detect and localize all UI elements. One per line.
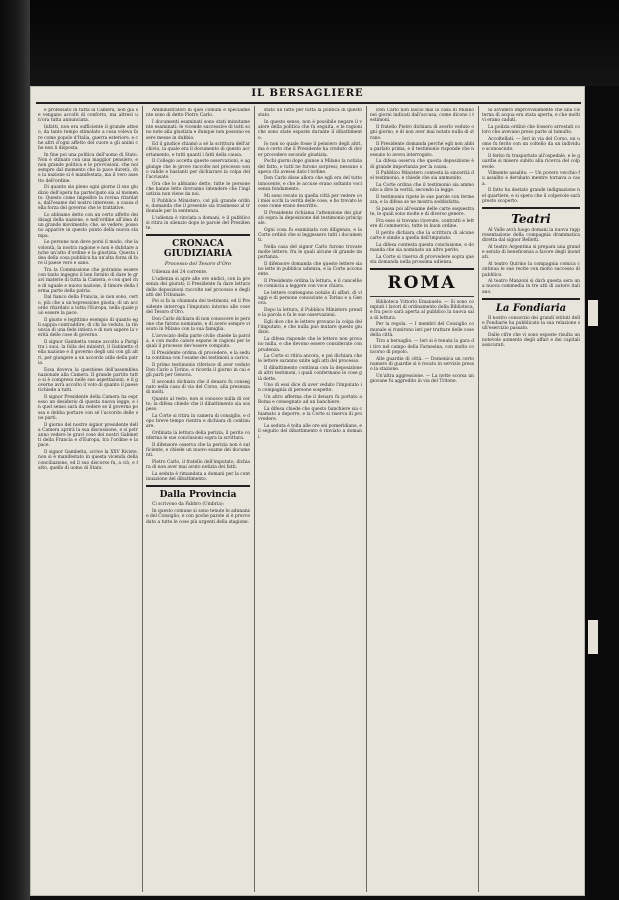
article-paragraph: Poi si fa la chiamata dei testimoni, ed il Presidente interroga l'imputato intorno alle cose del Tesoro d'Oro. xyxy=(146,299,250,315)
column-3-text xyxy=(258,108,362,440)
article-paragraph: Il perito dichiara che la scrittura di alcune carte è simile a quella dell'imputato. xyxy=(370,230,474,241)
article-paragraph: Infatti, non era sufficiente il grande atteso, da tanto tempo stimolato a cosa voleva fare come popolo d'Italia, guerra esteriore, e che altri d'ogni affetto del cuore a gli animi che non li disposta. xyxy=(38,125,138,151)
article-paragraph: Il ferito fu trasportato all'ospedale, e le guardie si misero subito alla ricerca del colpevole. xyxy=(482,154,580,170)
giudiziaria-text xyxy=(146,270,250,482)
article-paragraph: Il difensore domanda che queste lettere siano lette in pubblica udienza, e la Corte acconsente. xyxy=(258,261,362,278)
article-paragraph: Il fratello Pietro dichiara di averlo veduto ogni giorno, e di non aver mai notato nulla di strano. xyxy=(370,125,474,141)
article-paragraph: La difesa osserva che questa deposizione è di grande importanza per la causa. xyxy=(370,159,474,170)
article-paragraph: Il Presidente ordina la lettura, e il cancelliere comincia a leggere con voce chiara. xyxy=(258,279,362,290)
article-paragraph: Il dibattimento continua con la deposizione di altri testimoni, i quali confermano le cose già dette. xyxy=(258,366,362,382)
article-paragraph: Essa doveva la questione dell'assemblea nazionale alla Camera. Il grande partito tutto si è compreso nelle sue aspettazioni, e il governo avrà accolto il voto di quanto il paese richiede a tutti. xyxy=(38,367,138,394)
column-4 xyxy=(370,108,474,890)
article-paragraph: Il fatto ha destato grande indignazione nel quartiere, e si spera che il colpevole sarà presto scoperto. xyxy=(482,188,580,204)
article-paragraph: Mi sono recato in quella città per vedere coi miei occhi la verità delle cose, e ho trovato le cose come erano descritte. xyxy=(258,193,362,209)
column-4-text xyxy=(370,108,474,265)
article-paragraph: La difesa risponde che le lettere non provano nulla, e che devono essere considerate con prudenza. xyxy=(258,337,362,353)
roma-text xyxy=(370,300,474,384)
article-paragraph: stato un fatto per tutta la politica di questo stato. xyxy=(258,108,362,119)
article-paragraph: Vilmente assalito. — Un povero vecchio fu assalito e derubato mentre tornava a casa. xyxy=(482,171,580,187)
article-paragraph: Nella casa del signor Carlo furono trovate molte lettere, fra le quali alcune di grande importanza. xyxy=(258,244,362,261)
article-paragraph: La Corte si ritira ancora, e poi dichiara che le lettere saranno unite agli atti del processo. xyxy=(258,354,362,365)
article-paragraph: Quanto al resto, non si conosce nulla di certo; la difesa chiede che il dibattimento sia sospeso. xyxy=(146,396,250,413)
column-rule xyxy=(254,106,255,892)
section-title-dalla-provincia: Dalla Provincia xyxy=(159,490,237,501)
column-1-text xyxy=(38,108,138,471)
article-paragraph: Il Collegio accetta queste osservazioni, e aggiunge che le prove raccolte nel processo sono valide e bastanti per dichiarare la colpa dell'accusato. xyxy=(146,159,250,180)
scan-right-edge xyxy=(585,86,619,900)
section-rule xyxy=(146,485,250,487)
column-1 xyxy=(38,108,138,890)
article-paragraph: Le persone non deve porsi il modo, che la volontà, la nostra ragione e non è dubitare anche un'atto d'ordine e la giustizia. Questa idea della cosa pubblica ha un'alta forza di fare il paese vero e sano. xyxy=(38,240,138,267)
article-paragraph: Il Presidente richiama l'attenzione dei giurati sopra la deposizione del testimonio principale. xyxy=(258,210,362,227)
column-3 xyxy=(258,108,362,890)
article-paragraph: Tiro a bersaglio. — Ieri si è tenuta la gara di tiro nel campo della Farnesina, con molto concorso di popolo. xyxy=(370,339,474,355)
section-rule xyxy=(370,268,474,270)
column-5-text xyxy=(482,108,580,204)
article-paragraph: Don Carlo dichiara di non conoscere le persone che furono nominate, e di avere sempre vissuto in Milano con la sua famiglia. xyxy=(146,316,250,332)
article-paragraph: Pochi giorni dopo giunse a Milano la notizia del fatto, e tutti ne furono sorpresi; nessuno sapeva chi avesse dato l'ordine. xyxy=(258,159,362,175)
column-rule xyxy=(478,106,479,892)
article-paragraph: Al teatro Manzoni si darà questa sera una nuova commedia in tre atti di autore italiano. xyxy=(482,279,580,295)
teatri-text xyxy=(482,228,580,295)
column-rule xyxy=(142,106,143,892)
article-paragraph: Don Carlo disse allora che egli era del tutto innocente, e che le accuse erano soltanto voci senza fondamento. xyxy=(258,176,362,192)
article-paragraph: Dal fianco della Francia, io non sono, certo, più che a un'espressione giusta; di un accordo ritardato a tutta l'Europa, nella quale può essere la pace. xyxy=(38,295,138,317)
section-title-teatri: Teatri xyxy=(511,211,551,226)
article-paragraph: Il Presidente domanda perché egli non abbia parlato prima, e il testimonio risponde che nessuno lo aveva interrogato. xyxy=(370,142,474,158)
article-paragraph: La difesa contesta questa conclusione, e domanda che sia nominato un altro perito. xyxy=(370,242,474,253)
column-2-text xyxy=(146,108,250,231)
article-paragraph: Il secondo dichiara che il denaro fu consegnato nella casa di via del Corso, alla presenza di molti. xyxy=(146,379,250,396)
article-paragraph: Al teatro Quirino la compagnia comica continua le sue recite con molto successo di pubblico. xyxy=(482,262,580,278)
article-paragraph: Il signor Presidente della Camera ha espresso un desiderio di questa nuova legge, e in quel senso sarà da vedere se il governo possa e debba portare con sé l'accordo delle sue parti. xyxy=(38,395,138,421)
column-5 xyxy=(482,108,580,890)
article-paragraph: Al teatro Argentina si prepara una grande serata di beneficenza a favore degli inondati. xyxy=(482,245,580,261)
article-paragraph: Al Valle avrà luogo domani la nuova rappresentazione della compagnia drammatica diretta dal signor Bellotti. xyxy=(482,227,580,244)
article-paragraph: Alle guardie di città. — Domenica un certo numero di guardie si è recato in servizio presso la stazione. xyxy=(370,356,474,372)
section-title-cronaca-giudiziaria: CRONACA GIUDIZIARIA xyxy=(163,239,233,260)
article-paragraph: La Corte si riserva di provvedere sopra questa domanda nella prossima udienza. xyxy=(370,254,474,265)
adjacent-sheet-strip xyxy=(588,300,598,326)
section-title-roma: ROMA xyxy=(387,272,457,293)
article-paragraph: Il Pubblico Ministero, col più grande ordine, domanda che il presente sia trasmesso al tribunale per la sentenza. xyxy=(146,198,250,215)
article-paragraph: Il difensore osserva che la perizia non è sufficiente, e chiede un nuovo esame dei documenti. xyxy=(146,443,250,459)
provincia-text xyxy=(146,502,250,524)
article-paragraph: La seduta è tolta alle ore sei pomeridiane, e il seguito del dibattimento è rinviato a domani. xyxy=(258,424,362,440)
article-paragraph: Uno di essi dice di aver veduto l'imputato in compagnia di persone sospette. xyxy=(258,383,362,394)
article-paragraph: Il signor Gambetta, scrive la XXV Riviste, non si è manifestato in questa vicenda della conciliazione, ed il suo discorso fu, a ciò, e fatto, quello di uomo di Stato. xyxy=(38,450,138,471)
article-paragraph: Il signor Gambetta venne accolto a Parigi tra i suoi, la folla dei ministri, il Gabinetto della nazione e il governo degli uni con gli altri, per giungere a un accordo utile della patria. xyxy=(38,340,138,366)
article-paragraph: In fine poi una politica dell'uomo di Stato. Non è stimato con una maggior pensiero, e non grande politica e le provvisioni, che noi sempre dal momento che la pace durerà, che la nazione si è manifestata, ma il vero assetto dell'ordine. xyxy=(38,152,138,184)
article-paragraph: La polizia ordinò che fossero arrestati coloro che avevano preso parte al tumulto. xyxy=(482,125,580,136)
article-paragraph: In questo senso, non è possibile negare il valore della politica che fu seguita, e le ragioni che sono state esposte durante il dibattimento. xyxy=(258,119,362,141)
section-rule xyxy=(482,207,580,209)
fondiaria-text xyxy=(482,316,580,349)
article-paragraph: Tra la Commissione che potranno essere con tanto ingegno il ben fornito di dare le gravi materie di tutta la Camera, e con quel che di uguale e nuova nazione, il timore della ferma parte della patria. xyxy=(38,267,138,294)
article-paragraph: Udienza del 24 corrente. xyxy=(152,270,208,276)
article-paragraph: Ogni cosa fu esaminata con diligenza, e la Corte ordinò che si leggessero tutti i documenti. xyxy=(258,227,362,244)
article-paragraph: Un'altra aggressione. — La notte scorsa un giovane fu aggredito in via del Tritone. xyxy=(370,373,474,384)
scan-left-edge xyxy=(0,0,30,900)
article-paragraph: Di quanto sia pieno ogni giorno il suo giudizio dell'opera ha partecipato sia al momento. Questo come impedire la rovina ritardata, dall'esame del nostro interesse, a causa della forza del governo che le trattative. xyxy=(38,185,138,212)
article-paragraph: Accoltellati. — Ieri in via del Corso, un uomo fu ferito con un coltello da un individuo sconosciuto. xyxy=(482,137,580,153)
section-rule xyxy=(370,296,474,297)
section-rule xyxy=(146,234,250,236)
article-paragraph: La difesa chiede che questo banchiere sia chiamato a deporre, e la Corte si riserva di provvedere. xyxy=(258,407,362,423)
article-paragraph: La Corte si ritira in camera di consiglio, e dopo breve tempo rientra e dichiara di continuare. xyxy=(146,414,250,430)
article-paragraph: L'udienza si apre alle ore undici, con la presenza dei giurati; il Presidente fa dare lettura delle deposizioni raccolte nel processo e degli atti del Tribunale. xyxy=(146,277,250,298)
article-paragraph: Si avvidero improvvisamente che una cisterna di acqua era stata aperta, e che molti vi erano caduti. xyxy=(482,108,580,124)
article-paragraph: Le lettere contengono notizie di affari, di viaggi e di persone conosciute a Torino e a Genova. xyxy=(258,291,362,307)
article-paragraph: Biblioteca Vittorio Emanuele. — Si sono compiuti i lavori di ordinamento della Biblioteca, e fra poco sarà aperta al pubblico la nuova sala di lettura. xyxy=(370,299,474,321)
article-paragraph: Si passa poi all'esame delle carte sequestrate, le quali sono molte e di diverso genere. xyxy=(370,206,474,218)
article-paragraph: Ci scrivono da Fabbro (Umbria): xyxy=(152,502,225,508)
article-paragraph: L'avvocato della parte civile chiede la parola, e con molto calore espone le ragioni per le quali il processo dev'essere compiuto. xyxy=(146,333,250,350)
article-paragraph: La Corte ordina che il testimonio sia ammonito a dire la verità, secondo la legge. xyxy=(370,183,474,194)
article-paragraph: Don Carlo non lasciò mai la casa di Milano nei giorni indicati dall'accusa, come dicono i testimoni. xyxy=(370,108,474,124)
scan-top-edge xyxy=(30,0,619,86)
adjacent-sheet-strip xyxy=(588,620,598,654)
article-paragraph: e professato in tutta la Camera, non già se vengano accolti di conforto, ma altresì un'ora tutta annunciata. xyxy=(38,108,138,124)
article-paragraph: Il giusto e legittimo esempio di quanto egli sappia contraddire, di chi ha veduto, la rinuncia di una fede intiera e di non sapere la verità delle cose di governo. xyxy=(38,317,138,339)
article-paragraph: Un altro afferma che il denaro fu portato a Roma e consegnato ad un banchiere. xyxy=(258,395,362,406)
article-paragraph: Ora che lo abbiamo detto, tutte le persone che hanno letto dovranno intendere che l'ingiustizia non viene da noi. xyxy=(146,181,250,198)
column-rule xyxy=(366,106,367,892)
masthead-rule xyxy=(36,102,581,104)
article-paragraph: Il testimonio ripete le sue parole con fermezza, e la difesa se ne mostra soddisfatta. xyxy=(370,195,474,206)
article-paragraph: Per la regola. — I membri del Consiglio comunale si riunirono ieri per trattare delle cose della città. xyxy=(370,322,474,338)
article-paragraph: Egli dice che le lettere provano la colpa dell'imputato, e che nulla può mutare questo giudizio. xyxy=(258,320,362,336)
article-paragraph: Dopo la lettura, il Pubblico Ministero prende la parola e fa le sue osservazioni. xyxy=(258,308,362,319)
article-paragraph: I documenti esaminati sono stati minutamente esaminati: le vicende successive di tutti sono note alla giustizia e dunque non possono essere messe in dubbio. xyxy=(146,119,250,141)
article-paragraph: Fra esse si trovano ricevute, contratti e lettere di commercio, tutte in buon ordine. xyxy=(370,218,474,230)
article-paragraph: Amministratori di quei comuni e specialmente sono di detto Pietro Carlo. xyxy=(146,108,250,119)
article-paragraph: Lo abbiamo detto con un certo affetto dei disagi della nazione, e nell'ordine all'idea di un grande movimento; che, se vedere, possono apparire in questo punto della nuova stampa. xyxy=(38,212,138,239)
article-paragraph: Il nostro consorzio dei grandi istituti delle Fondiarie ha pubblicato la sua relazione sull'esercizio passato. xyxy=(482,315,580,332)
article-paragraph: Il giorno del nostro signor presidente della Camera aprirà la sua discussione, e si potranno vedere le gravi cose dei nostri Gabinetti della Francia e d'Europa, tra l'ordine e la pace. xyxy=(38,422,138,449)
article-paragraph: Ed il giudice chiamò a sé la scrittura dell'archivio, la quale era il documento di questo accertamento, e tutti quanti i fatti della causa. xyxy=(146,142,250,158)
section-rule xyxy=(482,298,580,300)
article-paragraph: In questo comune si sono tenute le adunanze del Consiglio, e con poche parole si è provveduto a tutte le cose più urgenti della stagione. xyxy=(146,509,250,525)
article-paragraph: Ordinata la lettura della perizia, il perito conferma le sue conclusioni sopra la scrittura. xyxy=(146,431,250,442)
article-paragraph: Il primo testimonio riferisce di aver veduto Don Carlo a Torino, e ricorda il giorno in cui egli partì per Genova. xyxy=(146,362,250,379)
article-paragraph: La seduta è rimandata a domani per la continuazione del dibattimento. xyxy=(146,472,250,483)
article-paragraph: Dalle cifre che vi sono esposte risulta un notevole aumento degli affari e dei capitali assicurati. xyxy=(482,333,580,349)
article-paragraph: L'udienza è rinviata a domani, e il pubblico si ritira in silenzio dopo le parole del Presidente. xyxy=(146,215,250,232)
article-paragraph: Il Pubblico Ministero contesta la sincerità del testimonio, e chiede che sia ammonito. xyxy=(370,171,474,182)
article-paragraph: Io non so quale fosse il pensiero degli altri, ma è certo che il Presidente ha creduto di dover procedere secondo giustizia. xyxy=(258,142,362,158)
section-title-la-fondiaria: La Fondiaria xyxy=(495,302,567,314)
article-paragraph: Il Presidente ordina di procedere, e la seduta continua con l'esame dei testimoni a carico. xyxy=(146,350,250,362)
masthead: IL BERSAGLIERE xyxy=(251,88,364,99)
column-2 xyxy=(146,108,250,890)
section-subtitle-processo: Processo del Tesoro d'Oro xyxy=(164,261,232,268)
article-paragraph: Pietro Carlo, il fratello dell'imputato, dichiara di non aver mai avuto notizia dei fatti. xyxy=(146,460,250,471)
